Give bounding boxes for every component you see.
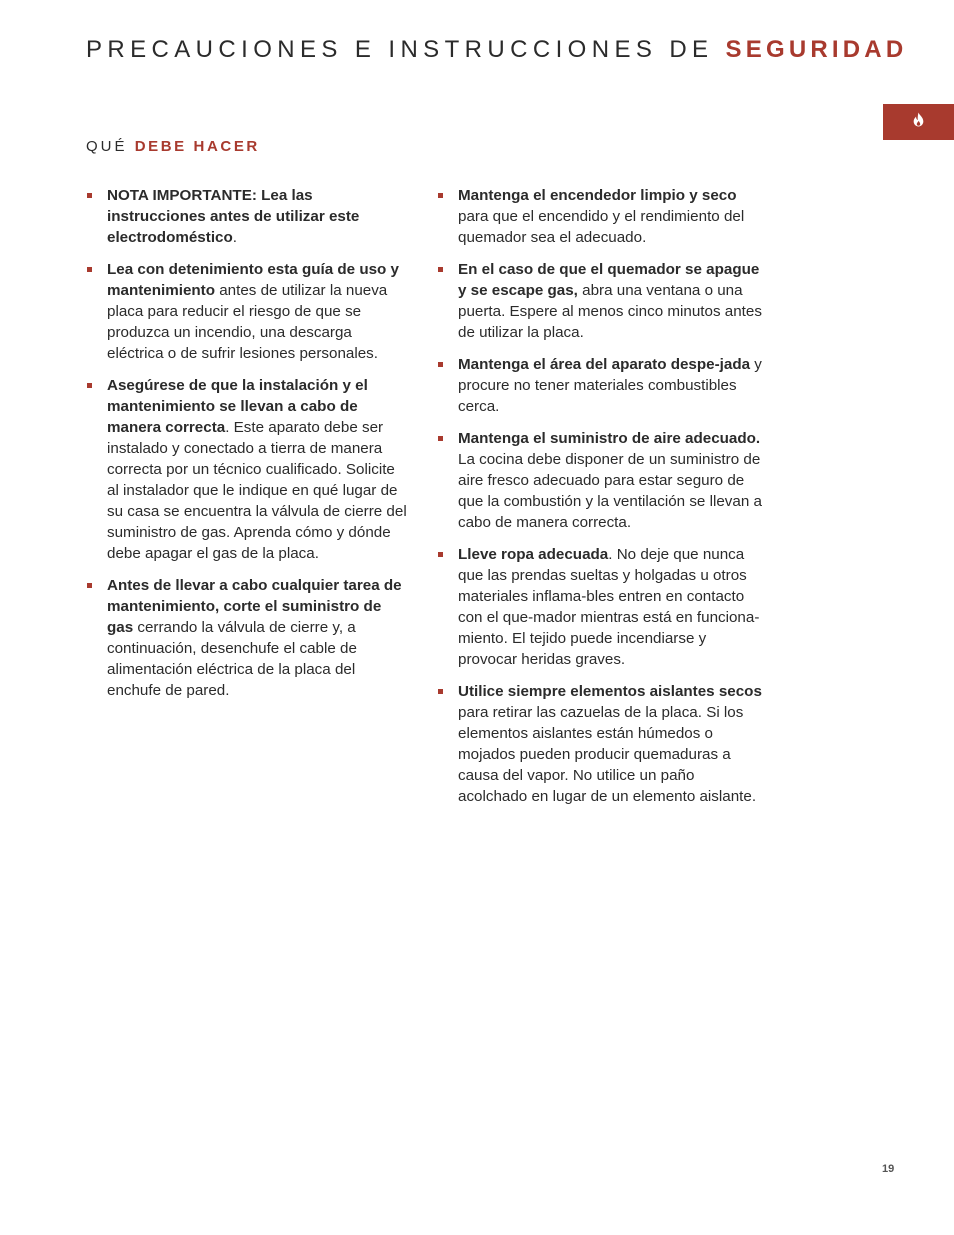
item-lead: Antes de llevar a cabo cualquier tarea de mantenimiento, corte el suministro de gas xyxy=(107,577,402,636)
bullet-icon xyxy=(438,436,443,441)
bullet-icon xyxy=(87,193,92,198)
section-heading-text: QUÉ xyxy=(86,138,128,155)
section-heading xyxy=(86,138,260,155)
bullet-icon xyxy=(87,383,92,388)
list-item xyxy=(437,681,762,807)
list-item xyxy=(437,428,762,533)
item-body: La cocina debe disponer de un suministro de aire fresco adecuado para estar seguro de que la combustión y la ventilación se llevan a cabo de manera correcta. xyxy=(458,451,762,531)
bullet-icon xyxy=(438,362,443,367)
page-title xyxy=(86,36,907,64)
item-lead: Asegúrese de que la instalación y el mantenimiento se llevan a cabo de manera correcta xyxy=(107,377,368,436)
bullet-icon xyxy=(438,267,443,272)
list-item xyxy=(86,575,408,701)
item-lead: Mantenga el encendedor limpio y seco xyxy=(458,187,737,204)
list-item xyxy=(86,375,408,564)
item-body: y procure no tener materiales combustibles cerca. xyxy=(458,356,762,415)
item-body: abra una ventana o una puerta. Espere al menos cinco minutos antes de utilizar la placa. xyxy=(458,282,762,341)
bullet-icon xyxy=(87,267,92,272)
list-item xyxy=(437,185,762,248)
item-lead: En el caso de que el quemador se apague y se escape gas, xyxy=(458,261,760,299)
section-side-tab xyxy=(883,104,954,140)
list-item xyxy=(437,259,762,343)
section-heading-accent: DEBE HACER xyxy=(134,138,260,155)
item-lead: Mantenga el área del aparato despe-jada xyxy=(458,356,751,373)
item-body: . No deje que nunca que las prendas sueltas y holgadas u otros materiales inflama-bles entren en contacto con el que-mador mientras está en funciona-miento. El tejido puede incendiarse y provocar heridas graves. xyxy=(458,546,760,668)
item-body: . xyxy=(232,229,237,246)
page-title-text: PRECAUCIONES E INSTRUCCIONES DE xyxy=(86,36,714,63)
item-body: cerrando la válvula de cierre y, a continuación, desenchufe el cable de alimentación eléctrica de la placa del enchufe de pared. xyxy=(107,619,357,699)
item-body: antes de utilizar la nueva placa para reducir el riesgo de que se produzca un incendio, una descarga eléctrica o de sufrir lesiones personales. xyxy=(107,282,388,362)
item-lead: Lea con detenimiento esta guía de uso y mantenimiento xyxy=(107,261,400,299)
item-lead: Utilice siempre elementos aislantes secos xyxy=(458,683,762,700)
flame-icon xyxy=(912,112,925,132)
item-body: para que el encendido y el rendimiento del quemador sea el adecuado. xyxy=(458,208,745,246)
item-body: . Este aparato debe ser instalado y conectado a tierra de manera correcta por un técnico cualificado. Solicite al instalador que le indique en qué lugar de su casa se encuentra la válvula de cierre del suministro de gas. Aprenda cómo y dónde debe apagar el gas de la placa. xyxy=(107,419,407,562)
list-item xyxy=(437,354,762,417)
bullet-icon xyxy=(438,193,443,198)
item-body: para retirar las cazuelas de la placa. Si los elementos aislantes están húmedos o mojados pueden producir quemaduras a causa del vapor. No utilice un paño acolchado en lugar de un elemento aislante. xyxy=(458,704,757,805)
item-lead: NOTA IMPORTANTE: Lea las instrucciones antes de utilizar este electrodoméstico xyxy=(107,187,360,246)
bullet-icon xyxy=(438,689,443,694)
list-item xyxy=(86,259,408,364)
item-lead: Lleve ropa adecuada xyxy=(458,546,609,563)
list-item xyxy=(86,185,408,248)
list-item xyxy=(437,544,762,670)
left-instruction-list xyxy=(86,185,408,712)
bullet-icon xyxy=(438,552,443,557)
bullet-icon xyxy=(87,583,92,588)
page-title-accent: SEGURIDAD xyxy=(725,36,908,63)
page-number: 19 xyxy=(882,1163,895,1175)
right-instruction-list xyxy=(437,185,762,818)
item-lead: Mantenga el suministro de aire adecuado. xyxy=(458,430,761,447)
